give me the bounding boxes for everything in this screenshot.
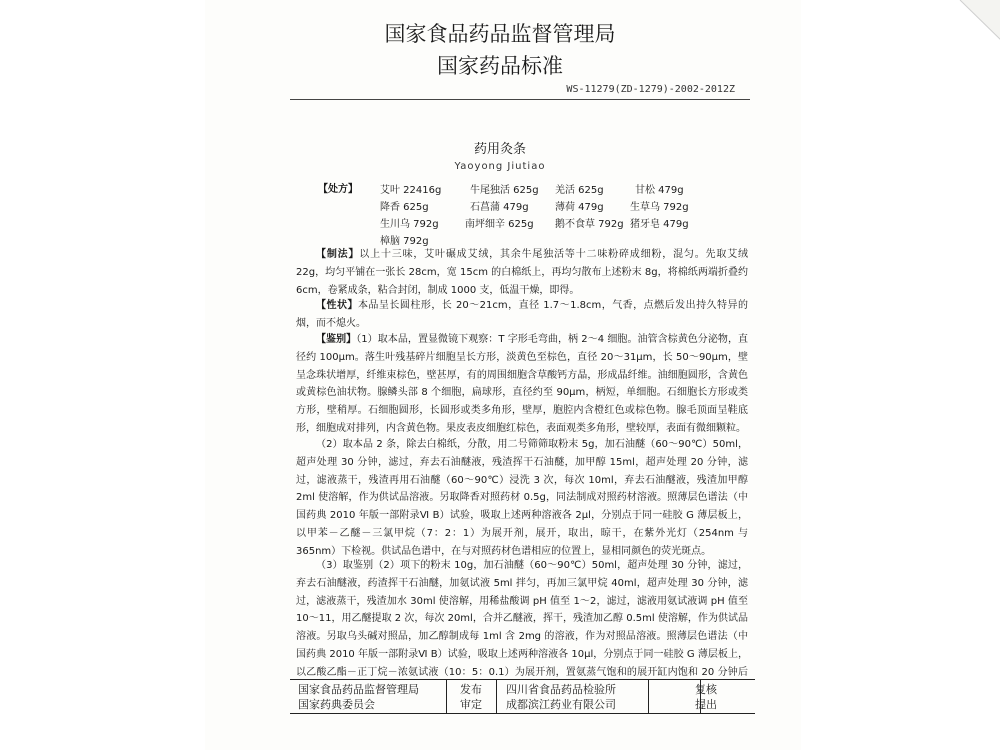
identification-text-1: （1）取本品，置显微镜下观察：T 字形毛弯曲，柄 2～4 细胞。油管含棕黄色分泌物，直径约 100μm。落生叶残基碎片细胞呈长方形，淡黄色至棕色，直径 20～31μm，长 50～90μm，壁呈念珠状增厚，纤维束棕色，壁甚厚，有的周围细胞含草酸钙方晶，形成晶纤维。油细胞圆形，含黄色或黄棕色油状物。腺鳞头部 8 个细胞，扁球形，直径约至 90μm，柄短，单细胞。石细胞长方形或类方形，壁稍厚。石细胞圆形，长圆形或类多角形，壁厚，胞腔内含橙红色或棕色物。腺毛顶面呈鞋底形，细胞成对排列，内含黄色物。果皮表皮细胞红棕色，表面观类多角形，壁较厚，表面有微细颗粒。 xyxy=(296,334,749,434)
identification-paragraph-2 xyxy=(296,436,748,561)
footer-divider xyxy=(446,679,447,713)
footer-review: 审定 xyxy=(460,698,482,711)
ingredient: 猪牙皂 479g xyxy=(630,219,689,230)
ingredient: 生川乌 792g xyxy=(380,219,439,230)
ingredient: 南坪细辛 625g xyxy=(465,219,534,230)
identification-section xyxy=(296,331,748,438)
ingredient: 生草乌 792g xyxy=(630,202,689,213)
footer-divider xyxy=(496,679,497,713)
footer-propose: 提出 xyxy=(695,698,717,711)
ingredient: 薄荷 479g xyxy=(555,202,604,213)
footer-bottom-rule xyxy=(290,713,755,714)
footer-divider xyxy=(648,679,649,713)
footer-unit-1: 四川省食品药品检验所 xyxy=(506,683,616,696)
footer-org-2: 国家药典委员会 xyxy=(298,698,375,711)
agency-title: 国家食品药品监督管理局 xyxy=(384,22,616,46)
drug-pinyin: Yaoyong Jiutiao xyxy=(454,161,546,172)
footer-top-rule xyxy=(290,679,755,680)
description-text: 本品呈长圆柱形，长 20～21cm，直径 1.7～1.8cm，气香，点燃后发出持久特异的烟，而不熄火。 xyxy=(296,300,748,329)
method-text: 以上十三味，艾叶碾成艾绒，其余牛尾独活等十二味粉碎成细粉，混匀。先取艾绒 22g，均匀平铺在一张长 28cm，宽 15cm 的白棉纸上，再均匀散布上述粉末 8g，将棉纸两端折叠约 6cm，卷紧成条，粘合封闭，制成 1000 支，低温干燥，即得。 xyxy=(296,249,749,296)
ingredient: 羌活 625g xyxy=(555,185,604,196)
identification-paragraph-3 xyxy=(296,557,748,677)
drug-name: 药用灸条 xyxy=(473,142,526,157)
method-label: 【制法】 xyxy=(316,249,360,260)
ingredient: 降香 625g xyxy=(380,202,429,213)
ingredient: 石菖蒲 479g xyxy=(470,202,529,213)
ingredient: 牛尾独活 625g xyxy=(470,185,539,196)
identification-text-2: （2）取本品 2 条，除去白棉纸，分散，用二号筛筛取粉末 5g，加石油醚（60～90℃）50ml，超声处理 30 分钟，滤过，弃去石油醚液，残渣挥干石油醚，加甲醇 15ml，超声处理 20 分钟，滤过，滤液蒸干，残渣再用石油醚（60～90℃）浸洗 3 次，每次 10ml，弃去石油醚液，残渣加甲醇 2ml 使溶解，作为供试品溶液。另取降香对照药材 0.5g，同法制成对照药材溶液。照薄层色谱法（中国药典 2010 年版一部附录Ⅵ B）试验，吸取上述两种溶液各 2μl，分别点于同一硅胶 G 薄层板上，以甲苯－乙醚－三氯甲烷（7：2：1）为展开剂，展开，取出，晾干，在紫外光灯（254nm 与 365nm）下检视。供试品色谱中，在与对照药材色谱相应的位置上，显相同颜色的荧光斑点。 xyxy=(296,439,748,557)
ingredient: 樟脑 792g xyxy=(380,236,429,247)
standard-code: WS-11279(ZD-1279)-2002-2012Z xyxy=(566,84,735,95)
description-label: 【性状】 xyxy=(316,300,358,311)
identification-label: 【鉴别】 xyxy=(316,334,357,345)
footer-org-1: 国家食品药品监督管理局 xyxy=(298,683,419,696)
description-section xyxy=(296,297,748,333)
header-rule xyxy=(290,99,750,100)
ingredient: 鹅不食草 792g xyxy=(555,219,624,230)
identification-text-3: （3）取鉴别（2）项下的粉末 10g，加石油醚（60～90℃）50ml，超声处理 30 分钟，滤过，弃去石油醚液，药渣挥干石油醚，加氨试液 5ml 拌匀，再加三氯甲烷 40ml，超声处理 30 分钟，滤过，滤液蒸干，残渣加水 30ml 使溶解，用稀盐酸调 pH 值至 1～2，滤过，滤液用氨试液调 pH 值至 10～11，用乙醚提取 2 次，每次 20ml，合并乙醚液，挥干，残渣加乙醇 0.5ml 使溶解，作为供试品溶液。另取乌头碱对照品，加乙醇制成每 1ml 含 2mg 的溶液，作为对照品溶液。照薄层色谱法（中国药典 2010 年版一部附录Ⅵ B）试验，吸取上述两种溶液各 10μl，分别点于同一硅胶 G 薄层板上，以乙酸乙酯－正丁烷－浓氨试液（10：5：0.1）为展开剂，置氨蒸气饱和的展开缸内饱和 20 分钟后 xyxy=(296,560,748,677)
method-section xyxy=(296,246,748,299)
ingredient: 艾叶 22416g xyxy=(380,185,442,196)
footer-recheck: 复核 xyxy=(695,683,717,696)
standard-title: 国家药品标准 xyxy=(437,54,563,78)
footer-unit-2: 成都滨江药业有限公司 xyxy=(506,698,616,711)
footer-publish: 发布 xyxy=(460,683,482,696)
ingredient: 甘松 479g xyxy=(635,185,684,196)
prescription-label: 【处方】 xyxy=(318,184,358,195)
